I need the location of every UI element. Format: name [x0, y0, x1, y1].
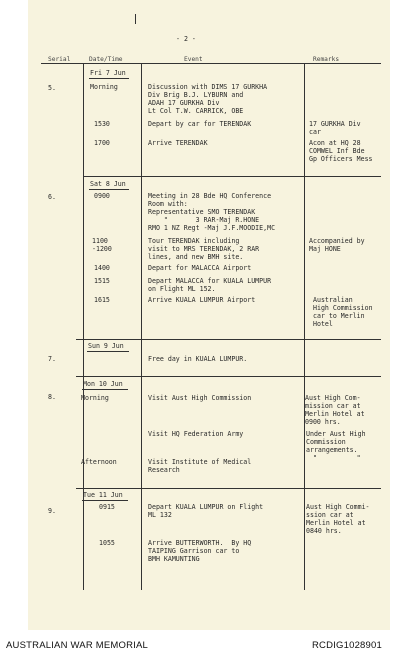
- row-event-line: Visit Institute of Medical: [148, 458, 252, 466]
- row-event-line: Arrive BUTTERWORTH. By HQ: [148, 539, 252, 547]
- section-date: Sat 8 Jun: [90, 180, 126, 188]
- footer-left-label: AUSTRALIAN WAR MEMORIAL: [6, 640, 149, 651]
- serial-number: 5.: [48, 84, 56, 92]
- page-number: - 2 -: [176, 35, 196, 43]
- row-event-line: Lt Col T.W. CARRICK, OBE: [148, 107, 244, 115]
- top-tick-mark: [135, 14, 136, 24]
- row-time: 1515: [94, 277, 110, 285]
- section-date: Fri 7 Jun: [90, 69, 126, 77]
- row-event-line: Free day in KUALA LUMPUR.: [148, 355, 248, 363]
- section-date: Sun 9 Jun: [88, 342, 124, 350]
- row-event-line: RMO 1 NZ Regt -Maj J.F.MOODIE,MC: [148, 224, 276, 232]
- row-remarks-line: ssion car at: [306, 511, 354, 519]
- row-event-line: Depart by car for TERENDAK: [148, 120, 252, 128]
- row-time: 1530: [94, 120, 110, 128]
- serial-number: 8.: [48, 393, 56, 401]
- row-remarks-line: Accompanied by: [309, 237, 365, 245]
- row-event-line: ADAH 17 GURKHA Div: [148, 99, 220, 107]
- serial-number: 6.: [48, 193, 56, 201]
- row-event-line: Visit Aust High Commission: [148, 394, 252, 402]
- section-rule: [76, 488, 381, 489]
- row-event-line: BMH KAMUNTING: [148, 555, 200, 563]
- row-remarks-line: COMWEL Inf Bde: [309, 147, 365, 155]
- row-event-line: Representative SMO TERENDAK: [148, 208, 256, 216]
- row-remarks-line: " ": [313, 454, 361, 462]
- row-event-line: on Flight ML 152.: [148, 285, 216, 293]
- row-remarks-line: 0840 hrs.: [306, 527, 342, 535]
- row-event-line: TAIPING Garrison car to: [148, 547, 240, 555]
- row-remarks-line: car: [309, 128, 321, 136]
- row-event-line: Research: [148, 466, 180, 474]
- header-remarks: Remarks: [313, 56, 340, 63]
- row-event-line: Depart MALACCA for KUALA LUMPUR: [148, 277, 272, 285]
- row-event-line: Div Brig B.J. LYBURN and: [148, 91, 244, 99]
- row-time: 1400: [94, 264, 110, 272]
- row-remarks-line: Gp Officers Mess: [309, 155, 373, 163]
- column-rule-remarks: [304, 63, 305, 590]
- row-event-line: Arrive KUALA LUMPUR Airport: [148, 296, 256, 304]
- row-time: 1700: [94, 139, 110, 147]
- row-remarks-line: Merlin Hotel at: [306, 519, 366, 527]
- row-remarks-line: arrangements.: [306, 446, 358, 454]
- row-time: Morning: [90, 83, 118, 91]
- date-underline: [82, 389, 128, 390]
- column-rule-serial: [83, 63, 84, 590]
- row-time: Afternoon: [81, 458, 117, 466]
- row-remarks-line: Acon at HQ 28: [309, 139, 361, 147]
- row-event-line: Meeting in 28 Bde HQ Conference: [148, 192, 272, 200]
- row-time: 1100 -1200: [92, 237, 112, 253]
- date-underline: [89, 189, 129, 190]
- row-remarks-line: High Commission: [313, 304, 373, 312]
- row-remarks-line: Maj HONE: [309, 245, 341, 253]
- serial-number: 9.: [48, 507, 56, 515]
- row-time: 0915: [99, 503, 115, 511]
- column-rule-date: [141, 63, 142, 590]
- row-time: 0900: [94, 192, 110, 200]
- row-remarks-line: 17 GURKHA Div: [309, 120, 361, 128]
- document-page: [28, 0, 390, 630]
- row-time: 1615: [94, 296, 110, 304]
- row-event-line: " 3 RAR-Maj R.HONE: [148, 216, 260, 224]
- date-underline: [87, 351, 129, 352]
- footer-right-label: RCDIG1028901: [312, 640, 382, 651]
- row-event-line: Room with:: [148, 200, 188, 208]
- row-time: Morning: [81, 394, 109, 402]
- section-rule: [83, 176, 381, 177]
- row-remarks-line: 0900 hrs.: [305, 418, 341, 426]
- row-remarks-line: Under Aust High: [306, 430, 366, 438]
- row-event-line: ML 132: [148, 511, 172, 519]
- row-event-line: Depart for MALACCA Airport: [148, 264, 252, 272]
- header-date-time: Date/Time: [89, 56, 123, 63]
- header-event: Event: [184, 56, 203, 63]
- section-rule: [76, 376, 381, 377]
- serial-number: 7.: [48, 355, 56, 363]
- header-serial: Serial: [48, 56, 71, 63]
- row-remarks-line: car to Merlin: [313, 312, 365, 320]
- section-date: Tue 11 Jun: [83, 491, 123, 499]
- row-remarks-line: Aust High Commi-: [306, 503, 370, 511]
- date-underline: [89, 78, 129, 79]
- row-event-line: Depart KUALA LUMPUR on Flight: [148, 503, 264, 511]
- row-event-line: Visit HQ Federation Army: [148, 430, 244, 438]
- header-rule: [41, 63, 381, 64]
- row-remarks-line: Merlin Hotel at: [305, 410, 365, 418]
- row-event-line: Tour TERENDAK including: [148, 237, 240, 245]
- row-remarks-line: Commission: [306, 438, 346, 446]
- row-remarks-line: Hotel: [313, 320, 333, 328]
- date-underline: [82, 500, 128, 501]
- row-remarks-line: mission car at: [305, 402, 361, 410]
- row-event-line: visit to MRS TERENDAK, 2 RAR: [148, 245, 260, 253]
- row-event-line: Discussion with DIMS 17 GURKHA: [148, 83, 268, 91]
- row-time: 1055: [99, 539, 115, 547]
- row-remarks-line: Australian: [313, 296, 353, 304]
- section-date: Mon 10 Jun: [83, 380, 123, 388]
- row-event-line: Arrive TERENDAK: [148, 139, 208, 147]
- row-event-line: lines, and new BMH site.: [148, 253, 244, 261]
- row-remarks-line: Aust High Com-: [305, 394, 361, 402]
- section-rule: [76, 339, 381, 340]
